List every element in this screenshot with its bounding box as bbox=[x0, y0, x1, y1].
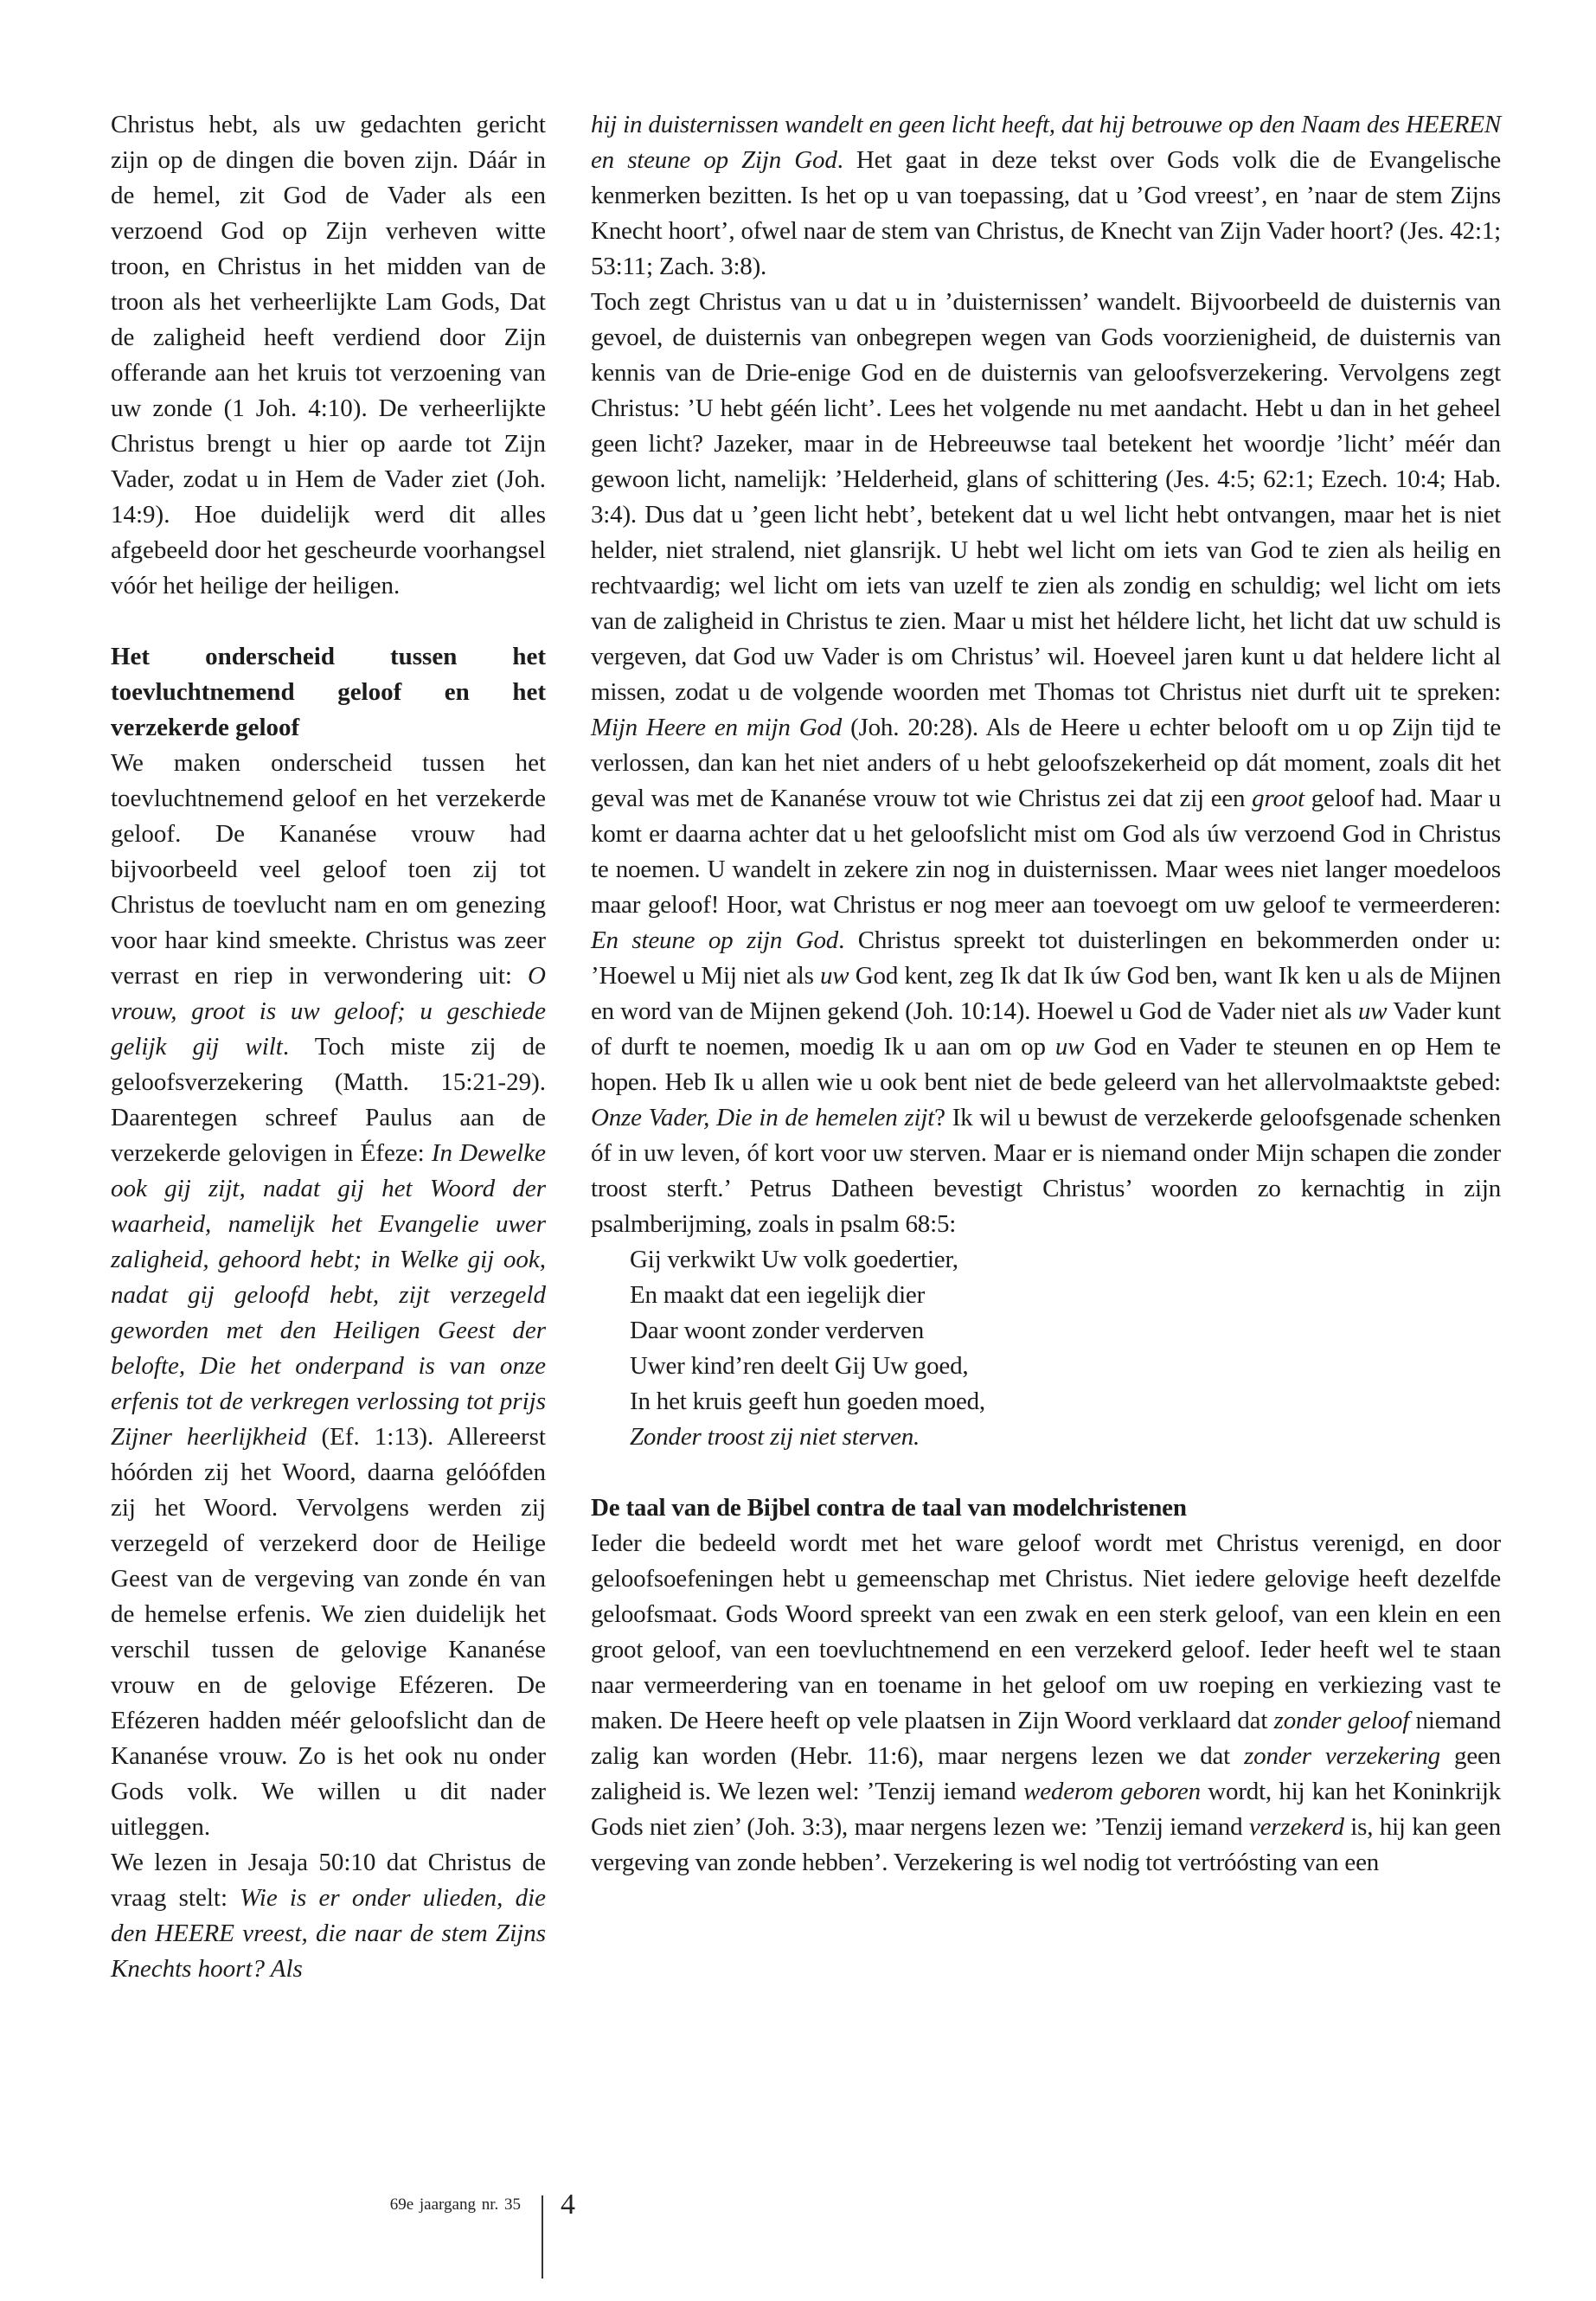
text-run: niemand zalig kan worden (Hebr. 11:6), maar nergens lezen we dat bbox=[591, 1707, 1501, 1770]
italic-quote: O vrouw, groot is uw geloof; u geschiede gelijk gij wilt bbox=[111, 962, 546, 1061]
section-heading: Het onderscheid tussen het toevluchtnemend geloof en het verzekerde geloof bbox=[111, 643, 546, 741]
italic-quote: In Dewelke ook gij zijt, nadat gij het Woord der waarheid, namelijk het Evangelie uwer zaligheid, gehoord hebt; in Welke gij ook, nadat gij geloofd hebt, zijt verzegeld geworden met den Heiligen Geest der belofte, Die het onderpand is van onze erfenis tot de verkregen verlossing tot prijs Zijner heerlijkheid bbox=[111, 1139, 546, 1451]
text-run: We maken onderscheid tussen het toevluchtnemend geloof en het verzekerde geloof. De Kananése vrouw had bijvoorbeeld veel geloof toen zij tot Christus de toevlucht nam en om genezing voor haar kind smeekte. Christus was zeer verrast en riep in verwondering uit: bbox=[111, 749, 546, 990]
issue-label: 69e jaargang nr. 35 bbox=[389, 2195, 521, 2214]
text-run: Toch zegt Christus van u dat u in ’duisternissen’ wandelt. Bijvoorbeeld de duisternis van gevoel, de duisternis van onbegrepen wegen van Gods voorzienigheid, de duisternis van kennis van de Drie-enige God en de duisternis van geloofsverzekering. Vervolgens zegt Christus: ’U hebt géén licht’. Lees het volgende nu met aandacht. Hebt u dan in het geheel geen licht? Jazeker, maar in de Hebreeuwse taal betekent het woordje ’licht’ méér dan gewoon licht, namelijk: ’Helderheid, glans of schittering (Jes. 4:5; 62:1; Ezech. 10:4; Hab. 3:4). Dus dat u ’geen licht hebt’, betekent dat u wel licht hebt ontvangen, maar het is niet helder, niet stralend, niet glansrijk. U hebt wel licht om iets van God te zien als heilig en rechtvaardig; wel licht om iets van uzelf te zien als zondig en schuldig; wel licht om iets van de zaligheid in Christus te zien. Maar u mist het héldere licht, het licht dat uw schuld is vergeven, dat God uw Vader is om Christus’ wil. Hoeveel jaren kunt u dat heldere licht al missen, zodat u de volgende woorden met Thomas tot Christus niet durft uit te spreken: bbox=[591, 288, 1501, 706]
text-run: (Ef. 1:13). Allereerst hóórden zij het Woord, daarna gelóófden zij het Woord. Vervolgens werden zij verzegeld of verzekerd door de Heilige Geest van de vergeving van zonde én van de hemelse erfenis. We zien duidelijk het verschil tussen de gelovige Kananése vrouw en de gelovige Efézeren. De Efézeren hadden méér geloofslicht dan de Kananése vrouw. Zo is het ook nu onder Gods volk. We willen u dit nader uitleggen. bbox=[111, 1423, 546, 1841]
italic-quote: uw bbox=[1358, 997, 1388, 1025]
text-run: God en Vader te steunen en op Hem te hopen. Heb Ik u allen wie u ook bent niet de bede geleerd van het allervolmaaktste gebed: bbox=[591, 1033, 1501, 1096]
left-column bbox=[111, 107, 546, 1987]
italic-quote: uw bbox=[820, 962, 849, 990]
text-run: Ieder die bedeeld wordt met het ware geloof wordt met Christus verenigd, en door geloofsoefeningen hebt u gemeenschap met Christus. Niet iedere gelovige heeft dezelfde geloofsmaat. Gods Woord spreekt van een zwak en een sterk geloof, van een klein en een groot geloof, van een toevluchtnemend en een verzekerd geloof. Ieder heeft wel te staan naar vermeerdering van en toename in het geloof om uw roeping en verkiezing vast te maken. De Heere heeft op vele plaatsen in Zijn Woord verklaard dat bbox=[591, 1529, 1501, 1734]
text-run: . Christus spreekt tot duisterlingen en bekommerden onder u: ’Hoewel u Mij niet als bbox=[591, 926, 1501, 990]
footer-divider bbox=[542, 2195, 543, 2279]
verse-line: Daar woont zonder verderven bbox=[630, 1317, 925, 1344]
verse-line: Uwer kind’ren deelt Gij Uw goed, bbox=[630, 1352, 969, 1380]
text-run: ? Ik wil u bewust de verzekerde geloofsgenade schenken óf in uw leven, óf kort voor uw sterven. Maar er is niemand onder Mijn schapen die zonder troost sterft.’ Petrus Datheen bevestigt Christus’ woorden zo kernachtig in zijn psalmberijming, zoals in psalm 68:5: bbox=[591, 1104, 1501, 1238]
text-run: . Het gaat in deze tekst over Gods volk die de Evangelische kenmerken bezitten. Is het op u van toepassing, dat u ’God vreest’, en ’naar de stem Zijns Knecht hoort’, ofwel naar de stem van Christus, de Knecht van Zijn Vader hoort? (Jes. 42:1; 53:11; Zach. 3:8). bbox=[591, 146, 1502, 280]
italic-quote: Onze Vader, Die in de hemelen zijt bbox=[591, 1104, 935, 1131]
italic-quote: verzekerd bbox=[1248, 1813, 1344, 1841]
text-run: is, hij kan geen vergeving van zonde hebben’. Verzekering is wel nodig tot vertróósting van een bbox=[591, 1813, 1502, 1876]
verse-line: In het kruis geeft hun goeden moed, bbox=[630, 1388, 985, 1415]
right-column bbox=[591, 107, 1501, 1881]
verse-line: Zonder troost zij niet sterven. bbox=[630, 1423, 920, 1451]
psalm-verse bbox=[630, 1242, 1501, 1455]
italic-quote: uw bbox=[1054, 1033, 1085, 1061]
italic-quote: Wie is er onder ulieden, die den HEERE vreest, die naar de stem Zijns Knechts hoort? Als bbox=[111, 1884, 546, 1983]
italic-quote: groot bbox=[1252, 785, 1304, 812]
italic-quote: Mijn Heere en mijn God bbox=[591, 714, 843, 741]
italic-quote: zonder verzekering bbox=[1244, 1742, 1440, 1770]
text-run: (Joh. 20:28). Als de Heere u echter belooft om u op Zijn tijd te verlossen, dan kan het niet anders of u hebt geloofszekerheid op dát moment, zoals dit het geval was met de Kananése vrouw tot wie Christus zei dat zij een bbox=[591, 714, 1501, 812]
paragraph bbox=[591, 107, 1501, 285]
verse-line: Gij verkwikt Uw volk goedertier, bbox=[630, 1246, 958, 1273]
paragraph bbox=[111, 107, 546, 604]
text-run: geloof had. Maar u komt er daarna achter dat u het geloofslicht mist om God als úw verzoend God in Christus te noemen. U wandelt in zekere zin nog in duisternissen. Maar wees niet langer moedeloos maar geloof! Hoor, wat Christus er nog meer aan toevoegt om uw geloof te vermeerderen: bbox=[591, 785, 1502, 919]
paragraph bbox=[591, 1526, 1501, 1881]
italic-quote: hij in duisternissen wandelt en geen licht heeft, dat hij betrouwe op den Naam des HEEREN en steune op Zijn God bbox=[591, 111, 1501, 174]
text-run: God kent, zeg Ik dat Ik úw God ben, want Ik ken u als de Mijnen en word van de Mijnen gekend (Joh. 10:14). Hoewel u God de Vader niet als bbox=[591, 962, 1502, 1025]
text-run: We lezen in Jesaja 50:10 dat Christus de vraag stelt: bbox=[111, 1849, 546, 1912]
text-run: . Toch miste zij de geloofsverzekering (Matth. 15:21-29). Daarentegen schreef Paulus aan de verzekerde gelovigen in Éfeze: bbox=[111, 1033, 546, 1167]
section-heading: De taal van de Bijbel contra de taal van modelchristenen bbox=[591, 1494, 1187, 1522]
page-number: 4 bbox=[561, 2189, 575, 2221]
text-run: geen zaligheid is. We lezen wel: ’Tenzij iemand bbox=[591, 1742, 1501, 1805]
verse-line: En maakt dat een iegelijk dier bbox=[630, 1281, 926, 1309]
text-run: Vader kunt of durft te noemen, moedig Ik u aan om op bbox=[591, 997, 1501, 1061]
paragraph bbox=[111, 1845, 546, 1987]
text-run: wordt, hij kan het Koninkrijk Gods niet zien’ (Joh. 3:3), maar nergens lezen we: ’Tenzij iemand bbox=[591, 1778, 1501, 1841]
italic-quote: zonder geloof bbox=[1273, 1707, 1410, 1734]
italic-quote: En steune op zijn God bbox=[591, 926, 839, 954]
paragraph bbox=[591, 285, 1501, 1242]
text-run: Christus hebt, als uw gedachten gericht zijn op de dingen die boven zijn. Dáár in de hemel, zit God de Vader als een verzoend God op Zijn verheven witte troon, en Christus in het midden van de troon als het verheerlijkte Lam Gods, Dat de zaligheid heeft verdiend door Zijn offerande aan het kruis tot verzoening van uw zonde (1 Joh. 4:10). De verheerlijkte Christus brengt u hier op aarde tot Zijn Vader, zodat u in Hem de Vader ziet (Joh. 14:9). Hoe duidelijk werd dit alles afgebeeld door het gescheurde voorhangsel vóór het heilige der heiligen. bbox=[111, 111, 546, 599]
paragraph bbox=[111, 746, 546, 1845]
italic-quote: wederom geboren bbox=[1023, 1778, 1201, 1805]
